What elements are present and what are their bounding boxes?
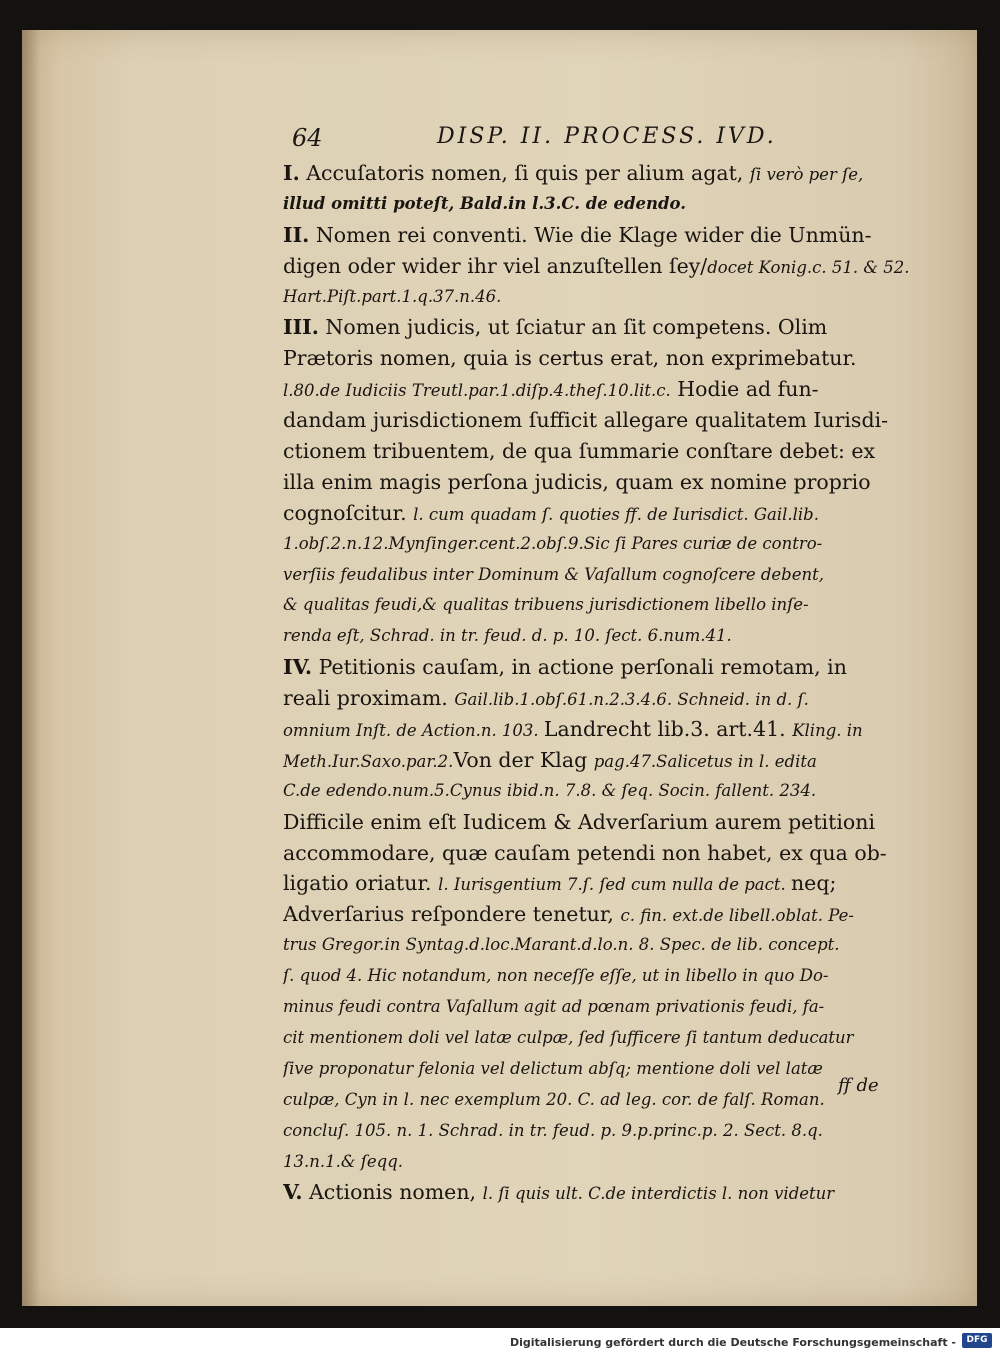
catchword: ff de	[838, 1075, 879, 1096]
text-line	[283, 374, 918, 405]
text-line	[283, 621, 918, 652]
running-head: DISP. II. PROCESS. IVD.	[437, 124, 777, 149]
text-run: omnium Inſt. de Action.n. 103.	[283, 721, 544, 741]
text-run: accommodare, quæ cauſam petendi non habet, ex qua ob-	[283, 840, 887, 865]
footer-bar	[0, 1328, 1000, 1354]
text-run: l. Iurisgentium 7.ſ. ſed cum nulla de pact.	[438, 875, 791, 895]
text-line	[283, 1085, 918, 1116]
text-line	[283, 868, 918, 899]
text-run: l.80.de Iudiciis Treutl.par.1.diſp.4.theſ.10.lit.c.	[283, 381, 671, 401]
text-run: ſ. quod 4. Hic notandum, non neceſſe eſſe, ut in libello in quo Do-	[283, 966, 829, 986]
text-run: verſiis feudalibus inter Dominum & Vaſallum cognoſcere debent,	[283, 564, 825, 584]
text-run: illud omitti poteſt, Bald.in l.3.C. de edendo.	[283, 193, 687, 213]
text-run: Gail.lib.1.obſ.61.n.2.3.4.6. Schneid. in d. ſ.	[454, 690, 809, 710]
text-run: ſive proponatur felonia vel delictum abſq; mentione doli vel latæ	[283, 1058, 823, 1078]
text-run: Difficile enim eſt Iudicem & Adverſarium aurem petitioni	[283, 809, 876, 834]
text-line	[283, 405, 918, 436]
text-run: Meth.Iur.Saxo.par.2.	[283, 751, 454, 771]
text-line	[283, 529, 918, 560]
digitization-credit: Digitalisierung gefördert durch die Deutsche Forschungsgemeinschaft -	[509, 1336, 956, 1349]
text-line	[283, 1147, 918, 1178]
page-number: 64	[292, 124, 323, 152]
text-run: Prætoris nomen, quia is certus erat, non exprimebatur.	[283, 346, 857, 371]
text-run: concluſ. 105. n. 1. Schrad. in tr. feud. p. 9.p.princ.p. 2. Sect. 8.q.	[283, 1120, 823, 1140]
text-line	[283, 1054, 918, 1085]
text-run: 1.obſ.2.n.12.Mynſinger.cent.2.obſ.9.Sic ſi Pares curiæ de contro-	[283, 533, 823, 553]
text-run: V.	[283, 1180, 303, 1205]
text-line	[283, 838, 918, 869]
text-run: 13.n.1.& ſeqq.	[283, 1151, 404, 1171]
text-run: Nomen rei conventi. Wie die Klage wider die Unmün-	[309, 222, 872, 247]
text-run: Hart.Piſt.part.1.q.37.n.46.	[283, 286, 502, 306]
page-header	[292, 124, 812, 158]
text-line	[283, 158, 918, 189]
text-run: dandam jurisdictionem ſufficit allegare qualitatem Iurisdi-	[283, 408, 889, 433]
text-run: c. fin. ext.de libell.oblat. Pe-	[620, 906, 854, 926]
text-run: I.	[283, 161, 300, 185]
text-line	[283, 436, 918, 467]
text-run: reali proximam.	[283, 686, 455, 711]
text-run: & qualitas feudi,& qualitas tribuens jurisdictionem libello inſe-	[283, 595, 809, 615]
text-run: cit mentionem doli vel latæ culpæ, ſed ſufficere ſi tantum deducatur	[283, 1027, 854, 1047]
text-run: l. ſi quis ult. C.de interdictis l. non videtur	[482, 1184, 835, 1204]
text-line	[283, 1177, 918, 1208]
text-run: Nomen judicis, ut ſciatur an ſit competens. Olim	[318, 315, 828, 340]
text-line	[283, 961, 918, 992]
text-run: culpæ, Cyn in l. nec exemplum 20. C. ad leg. cor. de falſ. Roman.	[283, 1089, 825, 1109]
text-line	[283, 992, 918, 1023]
text-run: docet Konig.c. 51. & 52.	[707, 257, 910, 277]
text-run: cognoſcitur.	[283, 500, 414, 525]
text-line	[283, 807, 918, 838]
text-run: ctionem tribuentem, de qua ſummarie conſtare debet: ex	[283, 439, 876, 464]
text-run: ligatio oriatur.	[283, 871, 439, 896]
text-line	[283, 776, 918, 807]
text-run: IV.	[283, 655, 313, 680]
text-line	[283, 652, 918, 683]
text-run: renda eſt, Schrad. in tr. feud. d. p. 10. ſect. 6.num.41.	[283, 626, 732, 646]
text-run: pag.47.Salicetus in l. edita	[593, 751, 817, 771]
text-line	[283, 683, 918, 714]
text-run: minus feudi contra Vaſallum agit ad pœnam privationis feudi, fa-	[283, 997, 825, 1017]
text-line	[283, 220, 918, 251]
text-run: Von der Klag	[453, 747, 594, 772]
text-run: II.	[283, 222, 310, 247]
text-run: Hodie ad fun-	[670, 377, 819, 402]
text-line	[283, 899, 918, 930]
text-run: III.	[283, 315, 319, 340]
text-line	[283, 1116, 918, 1147]
text-run: Petitionis cauſam, in actione perſonali remotam, in	[312, 655, 847, 680]
text-line	[283, 467, 918, 498]
text-line	[283, 189, 918, 220]
text-line	[283, 282, 918, 313]
text-run: Actionis nomen,	[302, 1180, 483, 1205]
text-run: illa enim magis perſona judicis, quam ex nomine proprio	[283, 469, 871, 494]
text-line	[283, 312, 918, 343]
text-line	[283, 1023, 918, 1054]
text-run: Kling. in	[792, 721, 863, 741]
text-run: C.de edendo.num.5.Cynus ibid.n. 7.8. & ſeq. Socin. fallent. 234.	[283, 780, 817, 800]
text-run: Adverſarius reſpondere tenetur,	[283, 902, 621, 927]
text-line	[283, 745, 918, 776]
text-run: trus Gregor.in Syntag.d.loc.Marant.d.lo.n. 8. Spec. de lib. concept.	[283, 935, 840, 955]
body-text	[283, 158, 918, 1208]
text-line	[283, 498, 918, 529]
text-run: Accuſatoris nomen, ſi quis per alium agat,	[299, 161, 750, 185]
text-line	[283, 560, 918, 591]
dfg-logo-icon: DFG	[962, 1333, 992, 1348]
text-run: digen oder wider ihr viel anzuſtellen ſey/	[283, 253, 708, 278]
text-run: neq;	[790, 871, 837, 896]
text-run: l. cum quadam ſ. quoties ff. de Iurisdict. Gail.lib.	[413, 504, 819, 524]
text-line	[283, 590, 918, 621]
text-run: ſi verò per ſe,	[749, 165, 864, 184]
text-run: Landrecht lib.3. art.41.	[543, 717, 793, 742]
text-line	[283, 251, 918, 282]
text-line	[283, 343, 918, 374]
text-line	[283, 930, 918, 961]
text-line	[283, 714, 918, 745]
